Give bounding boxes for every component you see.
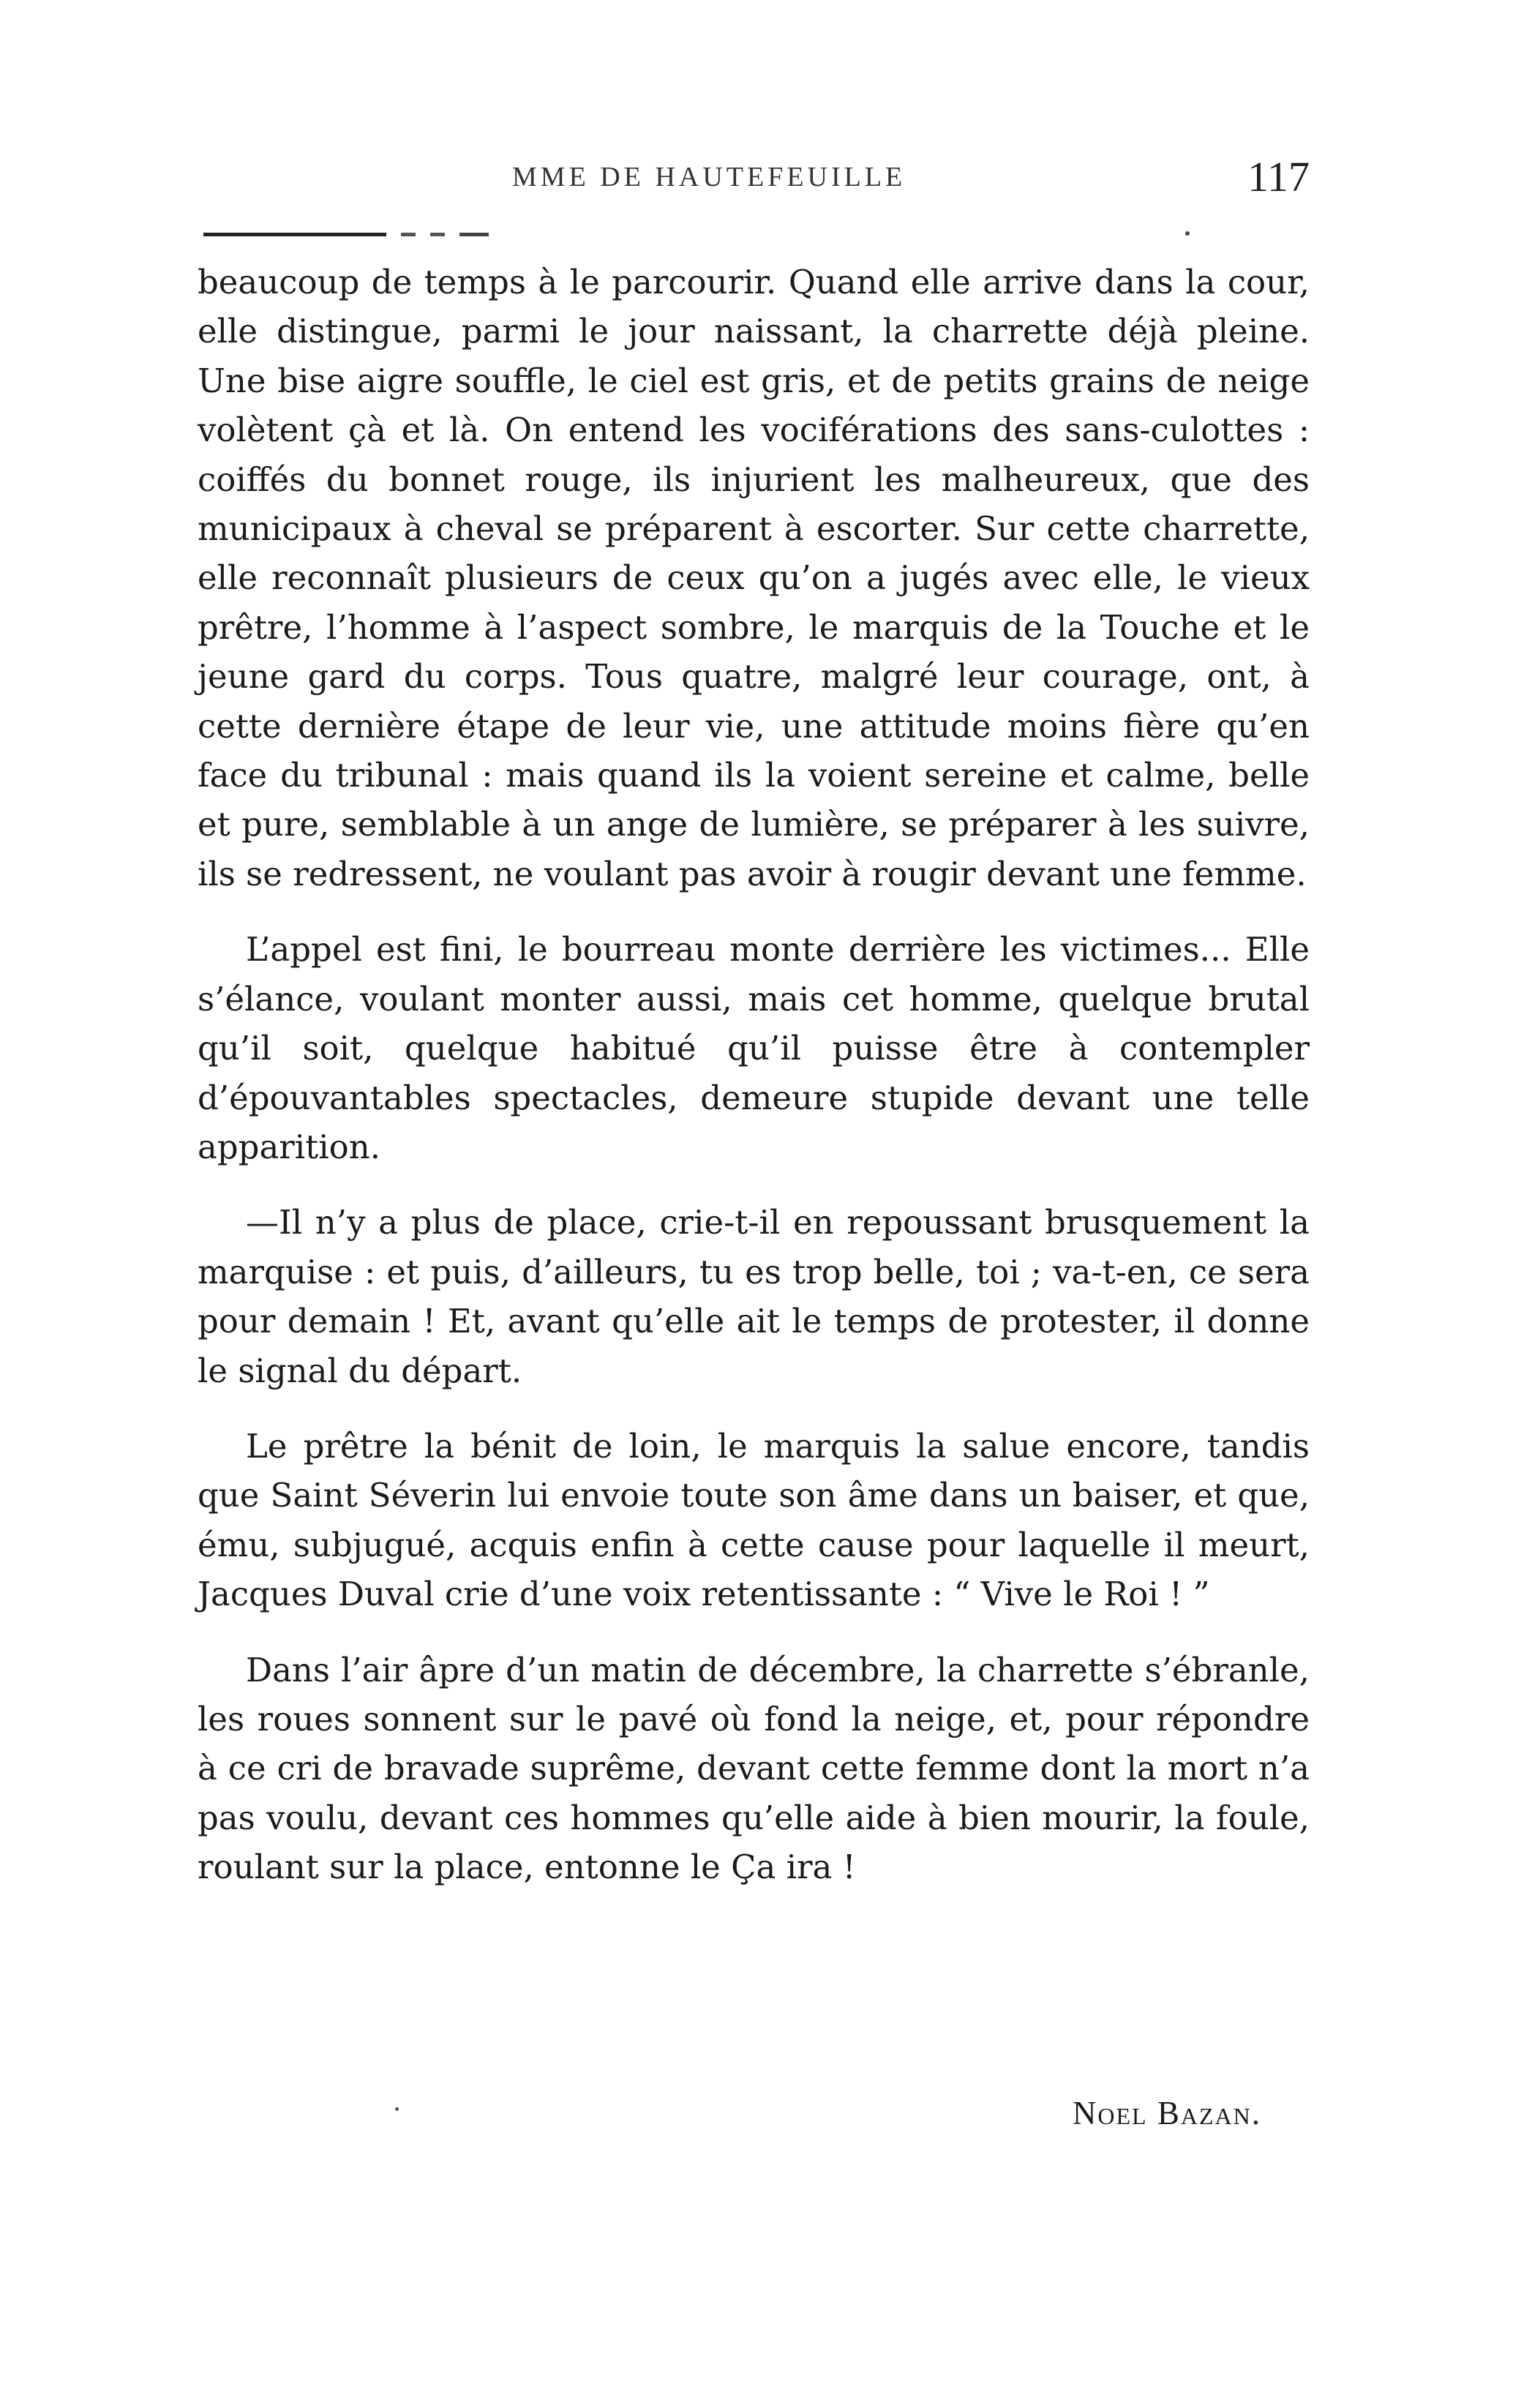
running-header xyxy=(198,152,1310,203)
paragraph: Le prêtre la bénit de loin, le marquis la salue encore, tandis que Saint Séverin lui envoie toute son âme dans un baiser, et que, ému, subjugué, acquis enfin à cette cause pour laquelle il meurt, Jacques Duval crie d’une voix retentissante : “ Vive le Roi ! ” xyxy=(198,1426,1310,1614)
paragraph: L’appel est fini, le bourreau monte derrière les victimes... Elle s’élance, voulant monter aussi, mais cet homme, quelque brutal qu’il soit, quelque habitué qu’il puisse être à contempler d’épouvantables spectacles, demeure stupide devant une telle apparition. xyxy=(198,930,1310,1166)
body-text xyxy=(198,258,1310,1892)
author-signature: Noel Bazan. xyxy=(1072,2095,1261,2131)
page-number: 117 xyxy=(1247,153,1310,200)
paragraph-continued: beaucoup de temps à le parcourir. Quand elle arrive dans la cour, elle distingue, parmi le jour naissant, la charrette déjà pleine. Une bise aigre souffle, le ciel est gris, et de petits grains de neige volètent çà et là. On entend les vociférations des sans-culottes : coiffés du bonnet rouge, ils injurient les malheureux, que des municipaux à cheval se préparent à escorter. Sur cette charrette, elle reconnaît plusieurs de ceux qu’on a jugés avec elle, le vieux prêtre, l’homme à l’aspect sombre, le marquis de la Touche et le jeune gard du corps. Tous quatre, malgré leur courage, ont, à cette dernière étape de leur vie, une attitude moins fière qu’en face du tribunal : mais quand ils la voient sereine et calme, belle et pure, semblable à un ange de lumière, se préparer à les suivre, ils se redressent, ne voulant pas avoir à rougir devant une femme. xyxy=(198,263,1310,893)
print-speck xyxy=(395,2107,399,2111)
header-rule xyxy=(203,233,569,236)
paragraph: —Il n’y a plus de place, crie-t-il en repoussant brusquement la marquise : et puis, d’ailleurs, tu es trop belle, toi ; va-t-en, ce sera pour demain ! Et, avant qu’elle ait le temps de protester, il donne le signal du départ. xyxy=(198,1203,1310,1390)
running-title: MME DE HAUTEFEUILLE xyxy=(512,162,906,192)
paragraph: Dans l’air âpre d’un matin de décembre, la charrette s’ébranle, les roues sonnent sur le pavé où fond la neige, et, pour répondre à ce cri de bravade suprême, devant cette femme dont la mort n’a pas voulu, devant ces hommes qu’elle aide à bien mourir, la foule, roulant sur la place, entonne le Ça ira ! xyxy=(198,1650,1310,1887)
header-speck xyxy=(1185,231,1190,236)
